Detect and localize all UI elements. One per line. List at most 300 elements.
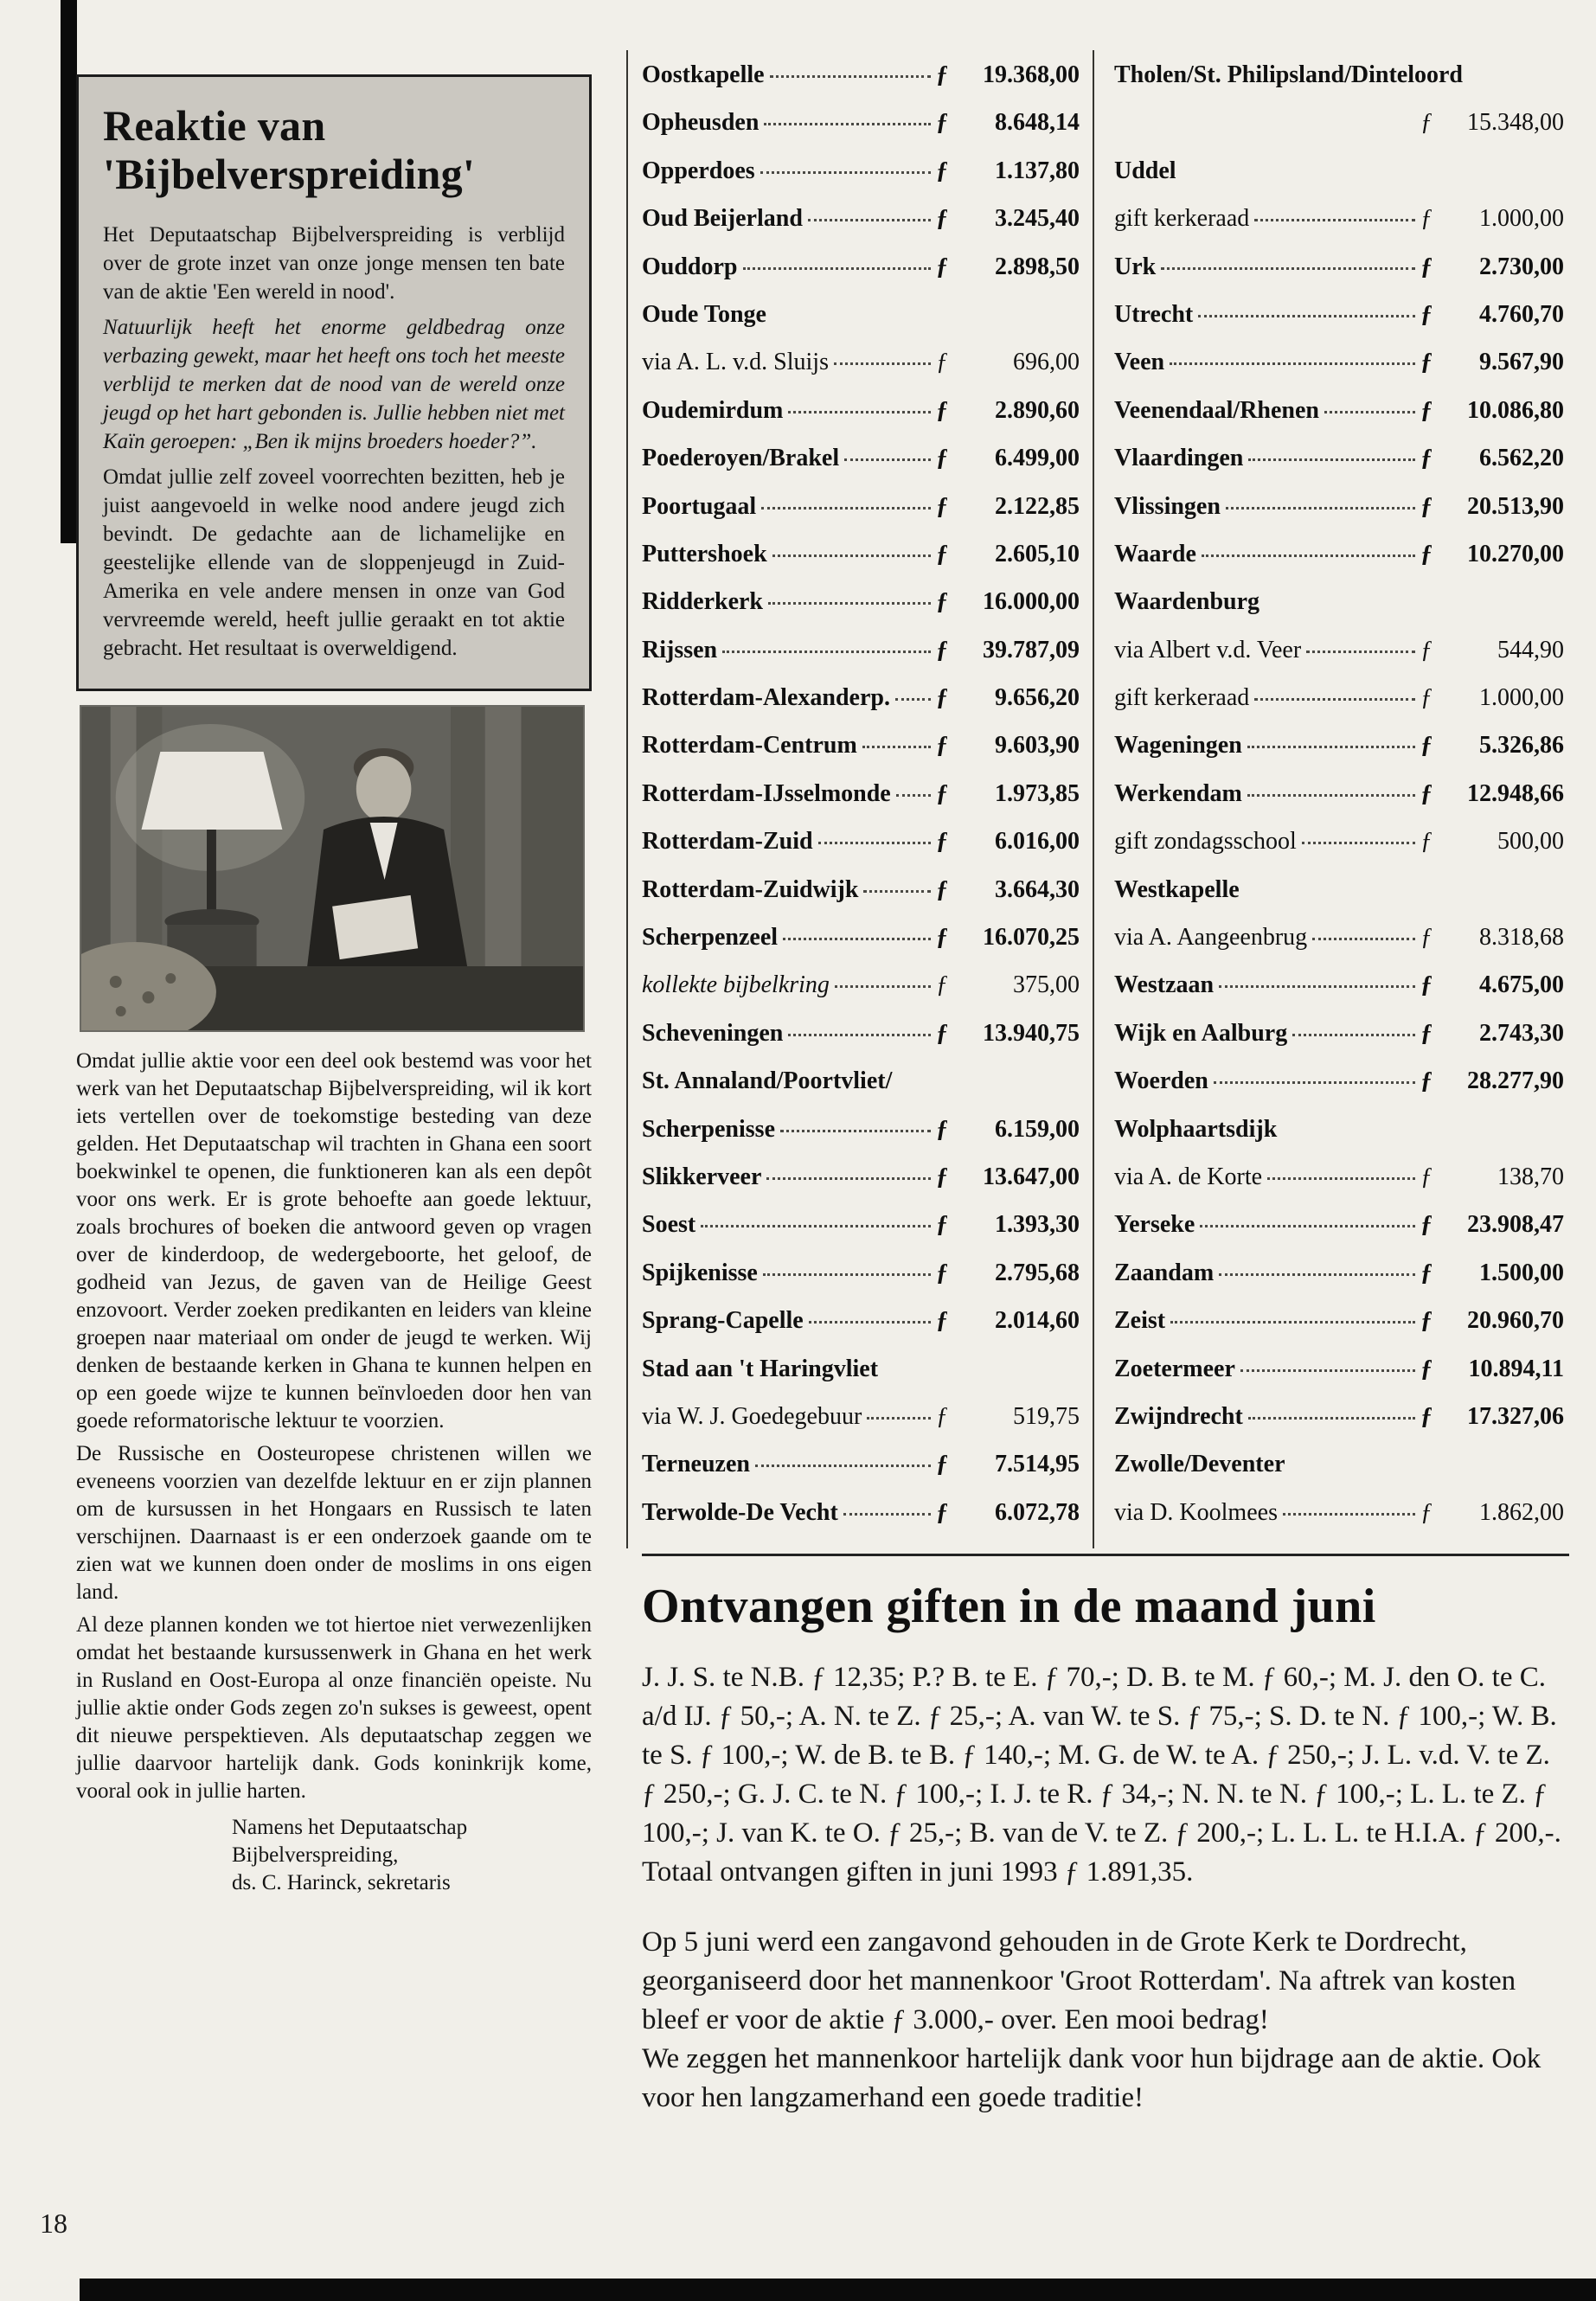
donation-place-label: Utrecht — [1114, 300, 1194, 328]
donation-amount — [1420, 205, 1564, 233]
gifts-total-line: Totaal ontvangen giften in juni 1993 ƒ 1.891,35. — [642, 1856, 1194, 1888]
dotted-leader — [1302, 842, 1415, 844]
donation-place-label: Sprang-Capelle — [642, 1307, 804, 1335]
dotted-leader — [1324, 411, 1415, 413]
donation-row — [1114, 1346, 1564, 1394]
dotted-leader — [834, 362, 931, 365]
dotted-leader — [783, 938, 931, 940]
dotted-leader — [1200, 1225, 1415, 1227]
dotted-leader — [1248, 1417, 1415, 1420]
donation-amount — [936, 1403, 1080, 1431]
donation-amount — [936, 493, 1080, 521]
received-gifts-heading: Ontvangen giften in de maand juni — [642, 1580, 1376, 1633]
donation-place-label: Terneuzen — [642, 1451, 750, 1478]
dotted-leader — [1202, 554, 1415, 557]
donation-amount — [936, 876, 1080, 904]
donation-amount — [936, 1116, 1080, 1144]
dotted-leader — [760, 171, 931, 174]
donation-row — [642, 148, 1080, 195]
amount-value: 6.159,00 — [995, 1115, 1080, 1143]
amount-value: 8.318,68 — [1479, 924, 1564, 952]
donation-place-label: Scherpenzeel — [642, 924, 779, 952]
donation-amount — [936, 541, 1080, 568]
amount-value: 6.499,00 — [995, 445, 1080, 472]
donation-place-label: Wageningen — [1114, 732, 1242, 760]
article-intro — [103, 221, 565, 663]
amount-value: 16.000,00 — [983, 588, 1080, 616]
dotted-leader — [1226, 507, 1415, 510]
donation-place-label: Spijkenisse — [642, 1259, 758, 1286]
donation-amount — [936, 1211, 1080, 1239]
amount-value: 1.000,00 — [1479, 684, 1564, 712]
amount-value: 10.086,80 — [1467, 396, 1564, 424]
amount-value: 2.795,68 — [995, 1259, 1080, 1286]
donation-place-label: Zwolle/Deventer — [1114, 1451, 1285, 1478]
donation-row — [642, 1490, 1080, 1537]
amount-value: 544,90 — [1497, 636, 1564, 663]
donations-column-middle — [642, 52, 1080, 1537]
dotted-leader — [755, 1465, 931, 1467]
donation-row — [642, 484, 1080, 531]
guilder-sign: ƒ — [936, 1163, 948, 1190]
donation-amount — [936, 445, 1080, 472]
donation-amount — [936, 924, 1080, 952]
dotted-leader — [1283, 1513, 1415, 1516]
article-paragraph: Natuurlijk heeft het enorme geldbedrag onze verbazing gewekt, maar het heeft ons toch het meeste verblijd te merken dat de nood van de wereld onze jeugd op het hart gebonden is. Jullie hebben niet met Kaïn geroepen: „Ben ik mijns broeders hoeder?”. — [103, 316, 565, 453]
donation-place-label: via A. Aangeenbrug — [1114, 924, 1308, 952]
dotted-leader — [780, 1130, 931, 1132]
guilder-sign: ƒ — [936, 1498, 948, 1526]
donation-row — [642, 675, 1080, 722]
dotted-leader — [772, 554, 931, 557]
donation-place-label: gift kerkeraad — [1114, 205, 1250, 233]
dotted-leader — [896, 794, 931, 797]
article-title-line2: 'Bijbelverspreiding' — [103, 150, 476, 198]
guilder-sign: ƒ — [1420, 779, 1433, 807]
dotted-leader — [788, 1034, 931, 1036]
donation-amount — [1420, 301, 1564, 329]
donation-row — [1114, 99, 1564, 147]
amount-value: 500,00 — [1497, 828, 1564, 856]
signature-line: ds. C. Harinck, sekretaris — [232, 1871, 451, 1894]
donation-row — [642, 1441, 1080, 1489]
donation-amount — [936, 1259, 1080, 1287]
amount-value: 16.070,25 — [983, 924, 1080, 952]
amount-value: 4.675,00 — [1479, 971, 1564, 999]
donation-place-label: Rotterdam-Alexanderp. — [642, 684, 890, 712]
donation-place-label: Waardenburg — [1114, 588, 1260, 616]
article-title — [103, 101, 565, 198]
dotted-leader — [1198, 315, 1415, 317]
dotted-leader — [808, 219, 931, 221]
donation-row — [642, 388, 1080, 435]
signature-line: Bijbelverspreiding, — [232, 1843, 399, 1867]
amount-value: 2.730,00 — [1479, 253, 1564, 280]
amount-value: 19.368,00 — [983, 61, 1080, 88]
article-paragraph: De Russische en Oosteuropese christenen willen we eveneens voorzien van dezelfde lektuur en er zijn plannen om de kursussen in het Hongaars en Russisch te laten verschijnen. Daarnaast is er een onderzoek gaande om te zien wat we kunnen doen onder de moslims in ons eigen land. — [76, 1442, 592, 1604]
article-paragraph: Het Deputaatschap Bijbelverspreiding is verblijd over de grote inzet van onze jonge mensen ten bate van de aktie 'Een wereld in nood'. — [103, 223, 565, 304]
donation-amount — [1420, 1163, 1564, 1191]
donation-place-label: Uddel — [1114, 157, 1176, 184]
donation-row — [1114, 818, 1564, 866]
donation-place-label: Waarde — [1114, 540, 1196, 567]
donations-column-right — [1114, 52, 1564, 1537]
donation-row — [1114, 1298, 1564, 1345]
signature-line: Namens het Deputaatschap — [232, 1816, 468, 1839]
donation-row — [1114, 914, 1564, 962]
donation-row — [1114, 531, 1564, 579]
donation-row — [642, 244, 1080, 292]
amount-value: 6.562,20 — [1479, 445, 1564, 472]
donation-row — [642, 771, 1080, 818]
dotted-leader — [1267, 1177, 1415, 1180]
donation-row — [642, 52, 1080, 99]
guilder-sign: ƒ — [1420, 445, 1433, 472]
guilder-sign: ƒ — [936, 1307, 948, 1335]
dotted-leader — [1247, 794, 1415, 797]
article-paragraph: Al deze plannen konden we tot hiertoe niet verwezenlijken omdat het bestaande kursussenwerk in Ghana en het werk in Rusland en Oost-Europa al onze financiën opeiste. Nu jullie aktie onder Gods zegen zo'n sukses is geweest, opent dit nieuwe perspektieven. Als deputaatschap zeggen we jullie daarvoor hartelijk dank. Gods koninkrijk kome, vooral ook in jullie harten. — [76, 1613, 592, 1803]
guilder-sign: ƒ — [936, 924, 948, 952]
dotted-leader — [895, 698, 931, 701]
donation-place-label: Soest — [642, 1211, 696, 1239]
donation-amount — [936, 157, 1080, 185]
donation-place-label: Vlaardingen — [1114, 445, 1244, 472]
column-divider-left — [626, 50, 628, 1548]
donation-place-label: Poederoyen/Brakel — [642, 445, 840, 472]
dotted-leader — [1254, 698, 1415, 701]
article-column — [76, 74, 592, 1897]
donation-group-header — [1114, 867, 1564, 914]
page-number: 18 — [40, 2208, 67, 2239]
donation-amount — [1420, 637, 1564, 664]
dotted-leader — [770, 75, 931, 78]
donation-row — [1114, 962, 1564, 1009]
donation-row — [642, 627, 1080, 675]
dotted-leader — [788, 411, 931, 413]
donation-place-label: Yerseke — [1114, 1211, 1195, 1239]
donation-amount — [936, 205, 1080, 233]
amount-value: 5.326,86 — [1479, 732, 1564, 760]
donation-amount — [1420, 732, 1564, 760]
donation-place-label: via W. J. Goedegebuur — [642, 1402, 862, 1430]
donation-row — [1114, 1202, 1564, 1249]
amount-value: 2.898,50 — [995, 253, 1080, 280]
donation-amount — [936, 1499, 1080, 1527]
guilder-sign: ƒ — [1420, 540, 1433, 567]
donation-place-label: Oude Tonge — [642, 300, 766, 328]
donation-row — [1114, 1490, 1564, 1537]
guilder-sign: ƒ — [936, 588, 948, 616]
donation-row — [642, 722, 1080, 770]
donation-place-label: Westzaan — [1114, 971, 1215, 999]
donation-amount — [1420, 924, 1564, 952]
dotted-leader — [844, 458, 931, 461]
dotted-leader — [835, 985, 931, 988]
guilder-sign: ƒ — [1420, 253, 1433, 280]
donation-amount — [936, 732, 1080, 760]
guilder-sign: ƒ — [1420, 828, 1433, 856]
amount-value: 9.603,90 — [995, 732, 1080, 760]
donation-row — [642, 818, 1080, 866]
donation-place-label: kollekte bijbelkring — [642, 971, 830, 999]
guilder-sign: ƒ — [1420, 1402, 1433, 1430]
guilder-sign: ƒ — [936, 828, 948, 856]
donation-row — [1114, 388, 1564, 435]
dotted-leader — [1170, 362, 1415, 365]
donation-row — [642, 1202, 1080, 1249]
guilder-sign: ƒ — [1420, 1307, 1433, 1335]
donation-place-label: Woerden — [1114, 1067, 1208, 1095]
donation-amount — [1420, 349, 1564, 376]
amount-value: 2.122,85 — [995, 492, 1080, 520]
donation-amount — [936, 349, 1080, 376]
guilder-sign: ƒ — [936, 684, 948, 712]
guilder-sign: ƒ — [1420, 1019, 1433, 1047]
donation-place-label: Ridderkerk — [642, 588, 763, 616]
dotted-leader — [1247, 746, 1415, 748]
donation-amount — [1420, 684, 1564, 712]
donation-row — [1114, 292, 1564, 339]
donation-group-header — [642, 1346, 1080, 1394]
dotted-leader — [701, 1225, 931, 1227]
dotted-leader — [1170, 1321, 1415, 1324]
guilder-sign: ƒ — [1420, 492, 1433, 520]
amount-value: 6.016,00 — [995, 828, 1080, 856]
donation-place-label: Wijk en Aalburg — [1114, 1019, 1288, 1047]
donation-place-label: Terwolde-De Vecht — [642, 1498, 838, 1526]
donation-place-label: Scheveningen — [642, 1019, 784, 1047]
dotted-leader — [1161, 267, 1415, 270]
guilder-sign: ƒ — [1420, 1163, 1433, 1190]
amount-value: 375,00 — [1013, 971, 1080, 999]
donation-row — [642, 962, 1080, 1009]
guilder-sign: ƒ — [936, 1259, 948, 1286]
zangavond-paragraph: Op 5 juni werd een zangavond gehouden in de Grote Kerk te Dordrecht, georganiseerd door het mannenkoor 'Groot Rotterdam'. Na aftrek van kosten bleef er voor de aktie ƒ 3.000,- over. Een mooi bedrag! — [642, 1926, 1516, 2035]
guilder-sign: ƒ — [1420, 1355, 1433, 1382]
donation-amount — [936, 637, 1080, 664]
donation-place-label: Opheusden — [642, 109, 760, 137]
donation-place-label: Zeist — [1114, 1307, 1166, 1335]
donation-place-label: Rotterdam-Zuidwijk — [642, 875, 859, 903]
scan-artifact-bottom-bar — [80, 2279, 1596, 2301]
dotted-leader — [843, 1513, 931, 1516]
dotted-leader — [1254, 219, 1415, 221]
amount-value: 7.514,95 — [995, 1451, 1080, 1478]
guilder-sign: ƒ — [1420, 924, 1433, 952]
donation-row — [1114, 627, 1564, 675]
guilder-sign: ƒ — [936, 445, 948, 472]
amount-value: 1.000,00 — [1479, 205, 1564, 233]
donation-row — [1114, 484, 1564, 531]
donation-place-label: Rijssen — [642, 636, 718, 663]
donation-place-label: Opperdoes — [642, 157, 755, 184]
guilder-sign: ƒ — [936, 109, 948, 137]
donation-place-label: Oudemirdum — [642, 396, 784, 424]
guilder-sign: ƒ — [936, 636, 948, 663]
dotted-leader — [867, 1417, 931, 1420]
donation-group-header — [1114, 1106, 1564, 1154]
guilder-sign: ƒ — [936, 971, 948, 999]
donation-row — [1114, 339, 1564, 387]
guilder-sign: ƒ — [1420, 684, 1433, 712]
amount-value: 1.973,85 — [995, 779, 1080, 807]
amount-value: 6.072,78 — [995, 1498, 1080, 1526]
donation-place-label: Oostkapelle — [642, 61, 765, 88]
donation-row — [1114, 1058, 1564, 1106]
donation-row — [642, 1250, 1080, 1298]
donation-amount — [936, 588, 1080, 616]
donation-amount — [936, 780, 1080, 808]
amount-value: 2.605,10 — [995, 540, 1080, 567]
donation-place-label: Oud Beijerland — [642, 205, 803, 233]
article-paragraph: Omdat jullie aktie voor een deel ook bestemd was voor het werk van het Deputaatschap Bijbelverspreiding, wil ik kort iets vertellen over de toekomstige besteding van deze gelden. Het Deputaatschap wil trachten in Ghana een soort boekwinkel te openen, die funktioneren kan als een depôt voor ons werk. Er is grote behoefte aan goede lektuur, zoals brochures of boeken die antwoord geven op vragen over de kinderdoop, de wedergeboorte, het geloof, de godheid van Jezus, de gaven van de Heilige Geest enzovoort. Verder zoeken predikanten en leiders van kleine groepen naar materiaal om onder de jeugd te werken. Wij denken de bestaande kerken in Ghana te kunnen helpen en op een goede wijze te kunnen beïnvloeden door hen van goede reformatorische lektuur te voorzien. — [76, 1049, 592, 1433]
donation-amount — [936, 61, 1080, 89]
donation-row — [642, 1154, 1080, 1202]
amount-value: 12.948,66 — [1467, 779, 1564, 807]
amount-value: 15.348,00 — [1467, 109, 1564, 137]
donation-place-label: Zoetermeer — [1114, 1355, 1235, 1382]
amount-value: 20.960,70 — [1467, 1307, 1564, 1335]
received-gifts-section — [642, 1554, 1569, 2118]
amount-value: 13.647,00 — [983, 1163, 1080, 1190]
dotted-leader — [1306, 651, 1415, 653]
dotted-leader — [1214, 1081, 1415, 1084]
guilder-sign: ƒ — [936, 253, 948, 280]
donation-group-header — [1114, 52, 1564, 99]
donation-amount — [1420, 445, 1564, 472]
guilder-sign: ƒ — [936, 396, 948, 424]
guilder-sign: ƒ — [1420, 1067, 1433, 1095]
article-title-line1: Reaktie van — [103, 101, 326, 150]
guilder-sign: ƒ — [936, 1115, 948, 1143]
amount-value: 1.393,30 — [995, 1211, 1080, 1239]
amount-value: 10.894,11 — [1468, 1355, 1564, 1382]
donation-amount — [1420, 1020, 1564, 1048]
donation-place-label: Zaandam — [1114, 1259, 1215, 1286]
article-paragraph: Omdat jullie zelf zoveel voorrechten bezitten, heb je juist aangevoeld in welke nood andere jeugd zich bevindt. De gedachte aan de lichamelijke en geestelijke ellende van de sloppenjeugd in Zuid-Amerika en vele andere mensen in onze van God vervreemde wereld, heeft jullie geraakt en tot aktie gebracht. Het resultaat is overweldigend. — [103, 465, 565, 660]
donation-row — [642, 579, 1080, 626]
donation-place-label: Rotterdam-Centrum — [642, 732, 857, 760]
dotted-leader — [809, 1321, 931, 1324]
guilder-sign: ƒ — [1420, 396, 1433, 424]
guilder-sign: ƒ — [936, 1211, 948, 1239]
amount-value: 20.513,90 — [1467, 492, 1564, 520]
donation-row — [1114, 1010, 1564, 1058]
amount-value: 10.270,00 — [1467, 540, 1564, 567]
dotted-leader — [722, 651, 931, 653]
donation-row — [1114, 771, 1564, 818]
dotted-leader — [1312, 938, 1415, 940]
donation-amount — [936, 1163, 1080, 1191]
amount-value: 3.664,30 — [995, 875, 1080, 903]
amount-value: 1.862,00 — [1479, 1498, 1564, 1526]
amount-value: 2.014,60 — [995, 1307, 1080, 1335]
donation-amount — [936, 1020, 1080, 1048]
guilder-sign: ƒ — [1420, 205, 1433, 233]
guilder-sign: ƒ — [1420, 1498, 1433, 1526]
donation-row — [642, 1010, 1080, 1058]
donation-amount — [1420, 971, 1564, 999]
donation-amount — [936, 684, 1080, 712]
donation-row — [1114, 1250, 1564, 1298]
article-body — [76, 1048, 592, 1811]
donation-amount — [1420, 1499, 1564, 1527]
gifts-list-text: J. J. S. te N.B. ƒ 12,35; P.? B. te E. ƒ 70,-; D. B. te M. ƒ 60,-; M. J. den O. te C. a/d IJ. ƒ 50,-; A. N. te Z. ƒ 25,-; A. van W. te S. ƒ 75,-; S. D. te N. ƒ 100,-; W. B. te S. ƒ 100,-; W. de B. te B. ƒ 140,-; M. G. de W. te A. ƒ 250,-; J. L. v.d. V. te Z. ƒ 250,-; G. J. C. te N. ƒ 100,-; I. J. te R. ƒ 34,-; N. N. te N. ƒ 100,-; L. L. te Z. ƒ 100,-; J. van K. te O. ƒ 25,-; B. van de V. te Z. ƒ 200,-; L. L. L. te H.I.A. ƒ 200,-. — [642, 1662, 1561, 1849]
donation-group-header — [642, 292, 1080, 339]
guilder-sign: ƒ — [936, 349, 948, 376]
dotted-leader — [1240, 1369, 1415, 1372]
donation-row — [1114, 435, 1564, 483]
guilder-sign: ƒ — [936, 732, 948, 760]
donation-row — [642, 1106, 1080, 1154]
donation-amount — [936, 1451, 1080, 1478]
guilder-sign: ƒ — [936, 492, 948, 520]
amount-value: 23.908,47 — [1467, 1211, 1564, 1239]
amount-value: 13.940,75 — [983, 1019, 1080, 1047]
guilder-sign: ƒ — [936, 779, 948, 807]
guilder-sign: ƒ — [936, 1019, 948, 1047]
donation-place-label: Scherpenisse — [642, 1115, 775, 1143]
donation-row — [642, 531, 1080, 579]
amount-value: 2.743,30 — [1479, 1019, 1564, 1047]
donation-place-label: Vlissingen — [1114, 492, 1221, 520]
donation-place-label: Puttershoek — [642, 540, 767, 567]
donation-row — [642, 435, 1080, 483]
dotted-leader — [1292, 1034, 1415, 1036]
donation-amount — [1420, 493, 1564, 521]
donation-row — [1114, 1154, 1564, 1202]
donation-row — [642, 195, 1080, 243]
donation-group-header — [1114, 148, 1564, 195]
guilder-sign: ƒ — [1420, 732, 1433, 760]
photo-illustration — [81, 707, 583, 1030]
donation-row — [1114, 244, 1564, 292]
column-divider-right — [1093, 50, 1094, 1548]
amount-value: 8.648,14 — [995, 109, 1080, 137]
guilder-sign: ƒ — [1420, 300, 1433, 328]
guilder-sign: ƒ — [936, 1402, 948, 1430]
guilder-sign: ƒ — [1420, 1259, 1433, 1286]
donation-amount — [936, 971, 1080, 999]
guilder-sign: ƒ — [1420, 971, 1433, 999]
amount-value: 1.137,80 — [995, 157, 1080, 184]
amount-value: 2.890,60 — [995, 396, 1080, 424]
donation-amount — [1420, 1356, 1564, 1383]
donation-place-label: Poortugaal — [642, 492, 757, 520]
donation-group-header — [1114, 579, 1564, 626]
dotted-leader — [761, 507, 931, 510]
donation-amount — [936, 109, 1080, 137]
donation-place-label: Rotterdam-Zuid — [642, 828, 813, 856]
donation-place-label: Slikkerveer — [642, 1163, 762, 1190]
donation-row — [642, 99, 1080, 147]
guilder-sign: ƒ — [936, 1451, 948, 1478]
donation-group-header — [642, 1058, 1080, 1106]
article-photo — [80, 705, 585, 1032]
donation-amount — [1420, 1307, 1564, 1335]
donation-row — [642, 914, 1080, 962]
donation-place-label: Zwijndrecht — [1114, 1402, 1243, 1430]
section-divider-rule — [642, 1554, 1569, 1556]
donation-row — [642, 867, 1080, 914]
guilder-sign: ƒ — [936, 157, 948, 184]
donation-row — [1114, 195, 1564, 243]
donation-place-label: via Albert v.d. Veer — [1114, 636, 1302, 663]
dotted-leader — [1219, 985, 1415, 988]
guilder-sign: ƒ — [936, 875, 948, 903]
donation-place-label: Werkendam — [1114, 779, 1242, 807]
dotted-leader — [743, 267, 932, 270]
